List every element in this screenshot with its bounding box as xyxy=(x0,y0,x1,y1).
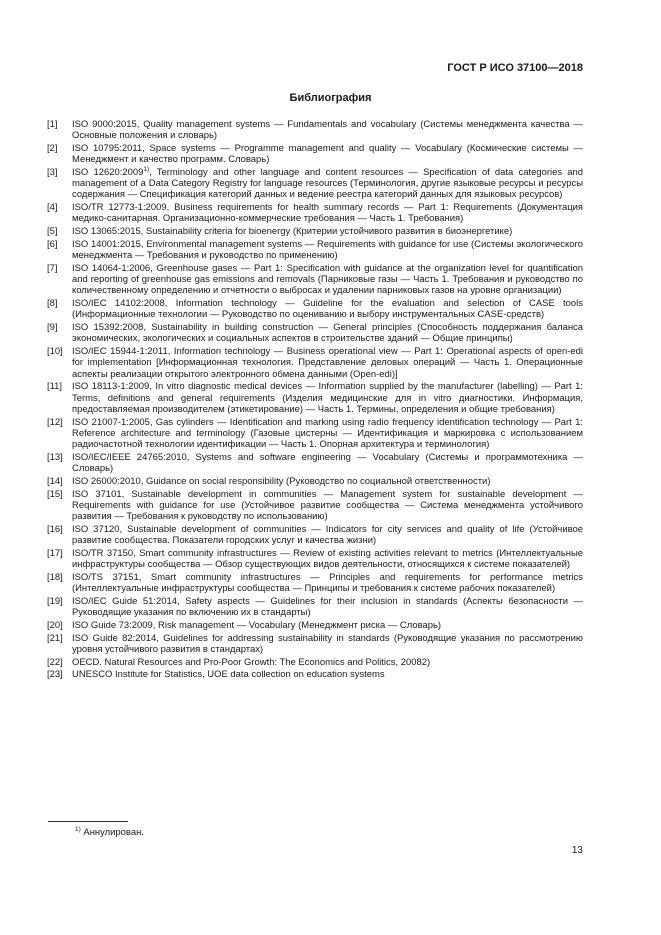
entry-text: UNESCO Institute for Statistics, UOE data collection on education systems xyxy=(72,669,385,681)
entry-text: ISO/IEC 15944-1:2011, Information technology — Business operational view — Part 1: Operational aspects of open-edi for implementation [Информационная технология. Представление деловых операций — Часть 1. Операционные аспекты реализации открытого электронного обмена данными (Open-edi)] xyxy=(72,346,583,380)
entry-text: ISO 21007-1:2005, Gas cylinders — Identification and marking using radio frequency identification technology — Part 1: Reference architecture and terminology (Газовые цистерны — Идентификация и маркировка с использованием радиочастотной технологии идентификации — Часть 1. Опорная архитектура и терминология) xyxy=(72,416,583,451)
entry-number: [18] xyxy=(47,571,63,583)
entry-text: OECD. Natural Resources and Pro-Poor Growth: The Economics and Politics, 20082) xyxy=(72,656,431,668)
entry-text: ISO 14064-1:2006, Greenhouse gases — Part 1: Specification with guidance at the organization level for quantification and reporting of greenhouse gas emissions and removals (Парниковые газы — Часть 1. Требования и руководство по количественному определению и отчетности о выбросах и удалении парниковых газов на уровне организации) xyxy=(72,263,583,297)
entry-number: [16] xyxy=(47,523,63,535)
entry-number: [17] xyxy=(47,547,63,559)
bibliography-list xyxy=(47,119,583,682)
entry-text: ISO/TR 12773-1:2009, Business requirements for health summary records — Part 1: Requirements (Документация медико-санитарная. Организационно-коммерческие требования — Часть 1. Требования) xyxy=(72,202,583,225)
entry-text-part: , Terminology and other language and content resources — Specification of data categories and management of a Data Category Registry for language resources (Терминология, другие языковые ресурсы и ресурсы содержания — Спецификация категорий данных и ведение реестра категорий данных для языковых ресурсов) xyxy=(72,167,583,201)
bib-entry xyxy=(47,239,583,261)
entry-number: [14] xyxy=(47,475,63,487)
entry-text: ISO/TS 37151, Smart community infrastructures — Principles and requirements for performance metrics (Интеллектуальные инфраструктуры сообщества — Принципы и требования к системе рабочих показателей) xyxy=(72,571,583,595)
entry-number: [5] xyxy=(47,226,58,238)
entry-text: ISO 14001:2015, Environmental management systems — Requirements with guidance for use (Системы экологического менеджмента — Требования и руководство по применению) xyxy=(72,239,583,262)
entry-text: ISO/IEC 14102:2008, Information technology — Guideline for the evaluation and selection of CASE tools (Информационные технологии — Руководство по оцениванию и выбору инструментальных CASE-средств) xyxy=(72,298,583,321)
entry-text: ISO 10795:2011, Space systems — Programme management and quality — Vocabulary (Космические системы — Менеджмент и качество программ. Словарь) xyxy=(72,143,583,166)
bib-entry xyxy=(47,226,583,237)
footnote-text: Аннулирован. xyxy=(83,827,144,838)
footnote-reference: 1) xyxy=(143,165,150,173)
entry-number: [13] xyxy=(47,451,63,463)
bib-entry xyxy=(47,548,583,570)
bib-entry xyxy=(47,657,583,668)
entry-number: [7] xyxy=(47,263,58,274)
footnote xyxy=(75,827,144,838)
entry-text: ISO/TR 37150, Smart community infrastructures — Review of existing activities relevant to metrics (Интеллектуальные инфраструктуры сообщества — Обзор существующих видов деятельности, относящихся к системе показателей) xyxy=(72,547,583,571)
entry-text: ISO Guide 73:2009, Risk management — Vocabulary (Менеджмент риска — Словарь) xyxy=(72,619,442,631)
bib-entry xyxy=(47,489,583,523)
footnote-divider xyxy=(48,821,128,822)
bib-entry xyxy=(47,572,583,594)
entry-number: [20] xyxy=(47,619,63,631)
entry-number: [15] xyxy=(47,488,63,500)
entry-number: [3] xyxy=(47,167,58,178)
footnote-marker: 1) xyxy=(75,825,81,833)
entry-number: [1] xyxy=(47,119,58,130)
entry-number: [23] xyxy=(47,669,63,681)
entry-number: [6] xyxy=(47,239,58,250)
entry-number: [11] xyxy=(47,381,63,393)
entry-text: ISO Guide 82:2014, Guidelines for addressing sustainability in standards (Руководящие указания по рассмотрению уровня устойчивого развития в стандартах) xyxy=(72,632,583,655)
entry-text: ISO 18113-1:2009, In vitro diagnostic medical devices — Information supplied by the manufacturer (labelling) — Part 1: Terms, definitions and general requirements (Изделия медицинские для in vitro диагностики. Информация, предоставляемая производителем (этикетирование) — Часть 1. Термины, определения и общие требования) xyxy=(72,381,583,415)
bib-entry xyxy=(47,524,583,546)
bib-entry xyxy=(47,167,583,201)
entry-number: [9] xyxy=(47,322,58,334)
page-number: 13 xyxy=(571,845,583,856)
bib-entry xyxy=(47,476,583,487)
entry-number: [22] xyxy=(47,656,63,668)
bib-entry xyxy=(47,596,583,618)
bib-entry xyxy=(47,143,583,165)
page-title: Библиография xyxy=(289,92,372,104)
entry-text: ISO 13065:2015, Sustainability criteria for bioenergy (Критерии устойчивого развития в биоэнергетике) xyxy=(72,226,513,238)
bib-entry xyxy=(47,202,583,224)
bib-entry xyxy=(47,322,583,344)
entry-number: [21] xyxy=(47,632,63,644)
entry-text: ISO 9000:2015, Quality management systems — Fundamentals and vocabulary (Системы менеджмента качества — Основные положения и словарь) xyxy=(72,119,583,142)
entry-number: [12] xyxy=(47,416,63,428)
entry-text: ISO 37101, Sustainable development in communities — Management system for sustainable development — Requirements with guidance for use (Устойчивое развитие сообщества — Система менеджмента устойчивого развития — Требования к руководству по использованию) xyxy=(72,488,583,523)
bib-entry xyxy=(47,620,583,631)
entry-text: ISO/IEC/IEEE 24765:2010, Systems and software engineering — Vocabulary (Системы и программотехника — Словарь) xyxy=(72,451,583,475)
entry-text: ISO 15392:2008, Sustainability in building construction — General principles (Способность поддержания баланса экономических, экологических и социальных аспектов в строительстве зданий — Общие принципы) xyxy=(72,322,583,345)
entry-text: ISO/IEC Guide 51:2014, Safety aspects — Guidelines for their inclusion in standards (Аспекты безопасности — Руководящие указания по включению их в стандарты) xyxy=(72,595,583,619)
document-header: ГОСТ Р ИСО 37100—2018 xyxy=(447,62,583,74)
entry-number: [2] xyxy=(47,143,58,154)
bib-entry xyxy=(47,633,583,655)
bib-entry xyxy=(47,298,583,320)
bib-entry xyxy=(47,263,583,297)
bib-entry xyxy=(47,381,583,415)
bib-entry xyxy=(47,417,583,451)
entry-text-part: ISO 12620:2009 xyxy=(72,167,144,178)
entry-text xyxy=(72,167,583,201)
entry-text: ISO 26000:2010, Guidance on social responsibility (Руководство по социальной ответственности) xyxy=(72,475,491,487)
bib-entry xyxy=(47,669,583,680)
bib-entry xyxy=(47,452,583,474)
entry-number: [4] xyxy=(47,202,58,214)
entry-number: [19] xyxy=(47,595,63,607)
entry-text: ISO 37120, Sustainable development of communities — Indicators for city services and quality of life (Устойчивое развитие сообщества. Показатели городских услуг и качества жизни) xyxy=(72,523,583,547)
bib-entry xyxy=(47,346,583,380)
bib-entry xyxy=(47,119,583,141)
entry-number: [10] xyxy=(47,346,63,358)
entry-number: [8] xyxy=(47,298,58,310)
